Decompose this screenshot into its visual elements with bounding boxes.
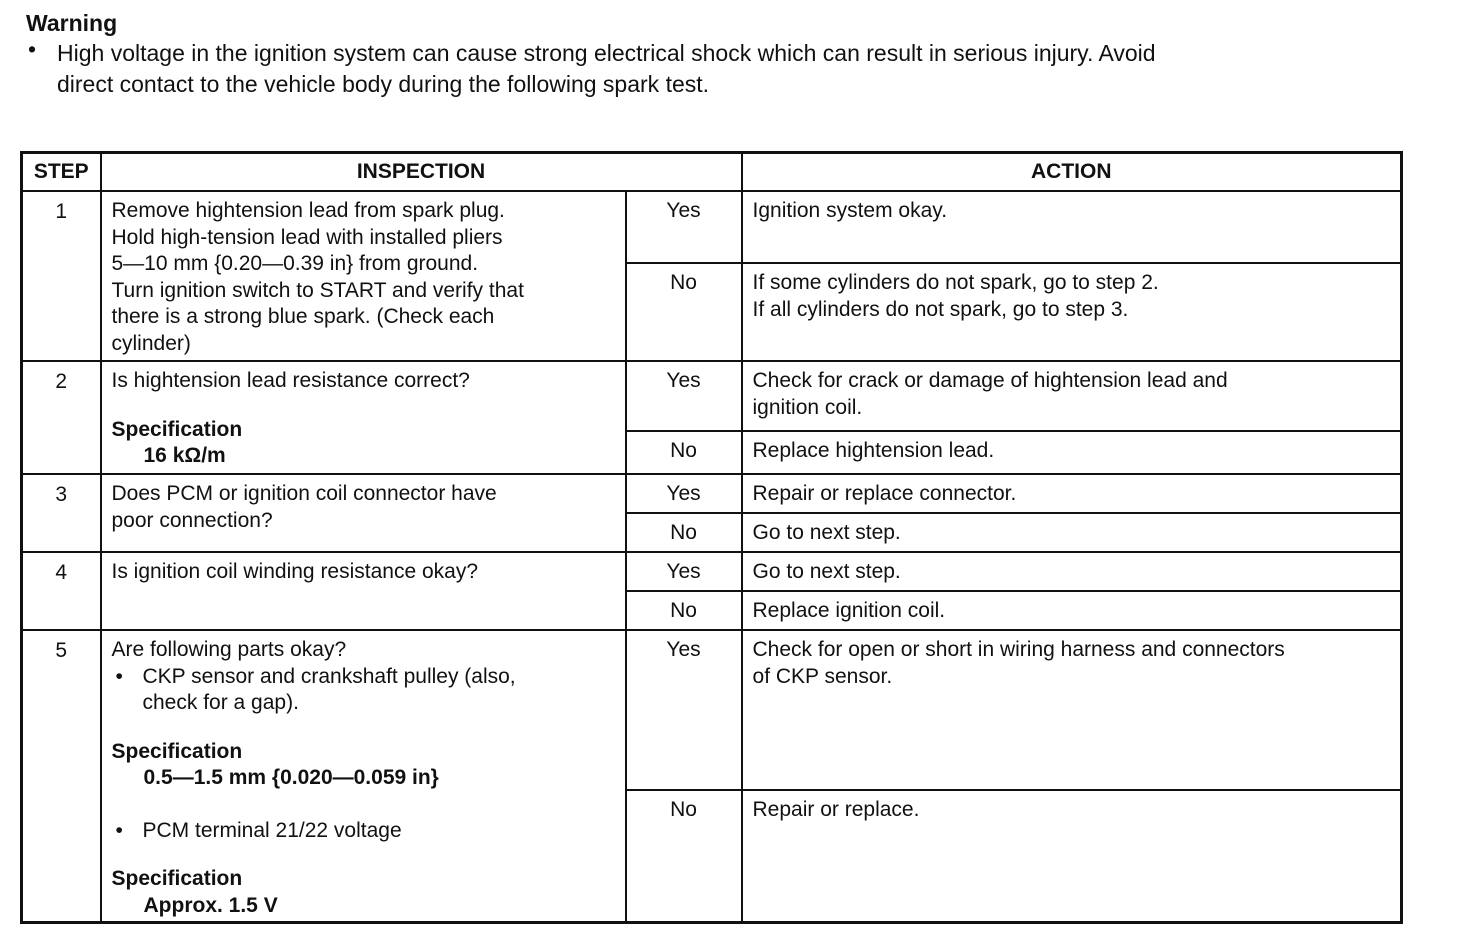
warning-text (26, 38, 1446, 100)
action-cell (742, 263, 1402, 361)
step-number: 1 (22, 191, 101, 361)
inspection-cell (101, 474, 626, 552)
inspection-line: CKP sensor and crankshaft pulley (also, (142, 664, 516, 688)
step-number: 3 (22, 474, 101, 552)
inspection-line: there is a strong blue spark. (Check each (111, 305, 495, 328)
warning-line: direct contact to the vehicle body during the following spark test. (57, 71, 710, 97)
bullet-icon: • (115, 818, 123, 842)
bullet-icon: • (28, 36, 37, 62)
no-label: No (626, 263, 742, 361)
inspection-bullet-item (112, 664, 615, 717)
header-action: ACTION (742, 153, 1402, 192)
action-line: If all cylinders do not spark, go to step 3. (752, 297, 1129, 321)
yes-label: Yes (626, 552, 742, 591)
inspection-cell (101, 630, 626, 922)
bullet-icon: • (115, 664, 123, 688)
no-label: No (626, 431, 742, 474)
yes-label: Yes (626, 630, 742, 790)
inspection-line: PCM terminal 21/22 voltage (142, 818, 402, 842)
action-line: ignition coil. (752, 395, 863, 419)
action-cell: Go to next step. (742, 513, 1402, 552)
action-cell: Repair or replace connector. (742, 474, 1402, 513)
header-step: STEP (22, 153, 101, 192)
action-cell: Go to next step. (742, 552, 1402, 591)
inspection-line: cylinder) (111, 331, 191, 355)
table-row (22, 630, 1402, 790)
table-row (22, 552, 1402, 591)
inspection-cell (101, 191, 626, 361)
action-cell (742, 630, 1402, 790)
action-cell: Replace ignition coil. (742, 591, 1402, 630)
no-label: No (626, 591, 742, 630)
inspection-line: Are following parts okay? (111, 638, 347, 661)
no-label: No (626, 513, 742, 552)
yes-label: Yes (626, 361, 742, 431)
action-line: Check for open or short in wiring harness and connectors (752, 638, 1285, 661)
table-row (22, 191, 1402, 263)
inspection-line: Turn ignition switch to START and verify that (111, 278, 524, 302)
action-line: If some cylinders do not spark, go to step 2. (752, 271, 1159, 294)
table-header-row (22, 153, 1402, 192)
yes-label: Yes (626, 191, 742, 263)
table-row (22, 361, 1402, 431)
spec-title: Specification (111, 739, 243, 763)
warning-line: High voltage in the ignition system can cause strong electrical shock which can result in serious injury. Avoid (57, 40, 1156, 66)
step-number: 2 (22, 361, 101, 474)
spec-value: 0.5—1.5 mm {0.020—0.059 in} (143, 766, 439, 789)
inspection-line: Does PCM or ignition coil connector have (111, 482, 497, 505)
warning-block (26, 8, 1446, 100)
action-line: Ignition system okay. (752, 199, 948, 222)
yes-label: Yes (626, 474, 742, 513)
inspection-cell: Is ignition coil winding resistance okay? (101, 552, 626, 630)
inspection-line: 5—10 mm {0.20—0.39 in} from ground. (111, 252, 479, 275)
spec-value: 16 kΩ/m (143, 444, 226, 467)
table-row (22, 474, 1402, 513)
no-label: No (626, 790, 742, 922)
inspection-line: Remove hightension lead from spark plug. (111, 199, 505, 222)
action-cell (742, 191, 1402, 263)
action-line: of CKP sensor. (752, 664, 893, 688)
inspection-bullet-item (112, 818, 615, 845)
spec-value: Approx. 1.5 V (143, 893, 278, 917)
action-cell: Replace hightension lead. (742, 431, 1402, 474)
diagnostic-table (20, 151, 1403, 924)
spec-title: Specification (111, 417, 243, 441)
inspection-line: check for a gap). (142, 691, 299, 714)
spec-title: Specification (111, 867, 243, 890)
inspection-line: Hold high-tension lead with installed pliers (111, 225, 503, 249)
inspection-line: poor connection? (111, 508, 273, 532)
action-line: Check for crack or damage of hightension lead and (752, 369, 1228, 392)
step-number: 4 (22, 552, 101, 630)
step-number: 5 (22, 630, 101, 922)
inspection-line: Is hightension lead resistance correct? (111, 369, 470, 392)
header-inspection: INSPECTION (101, 153, 742, 192)
inspection-cell (101, 361, 626, 474)
action-cell (742, 361, 1402, 431)
action-cell: Repair or replace. (742, 790, 1402, 922)
warning-title: Warning (26, 10, 118, 36)
